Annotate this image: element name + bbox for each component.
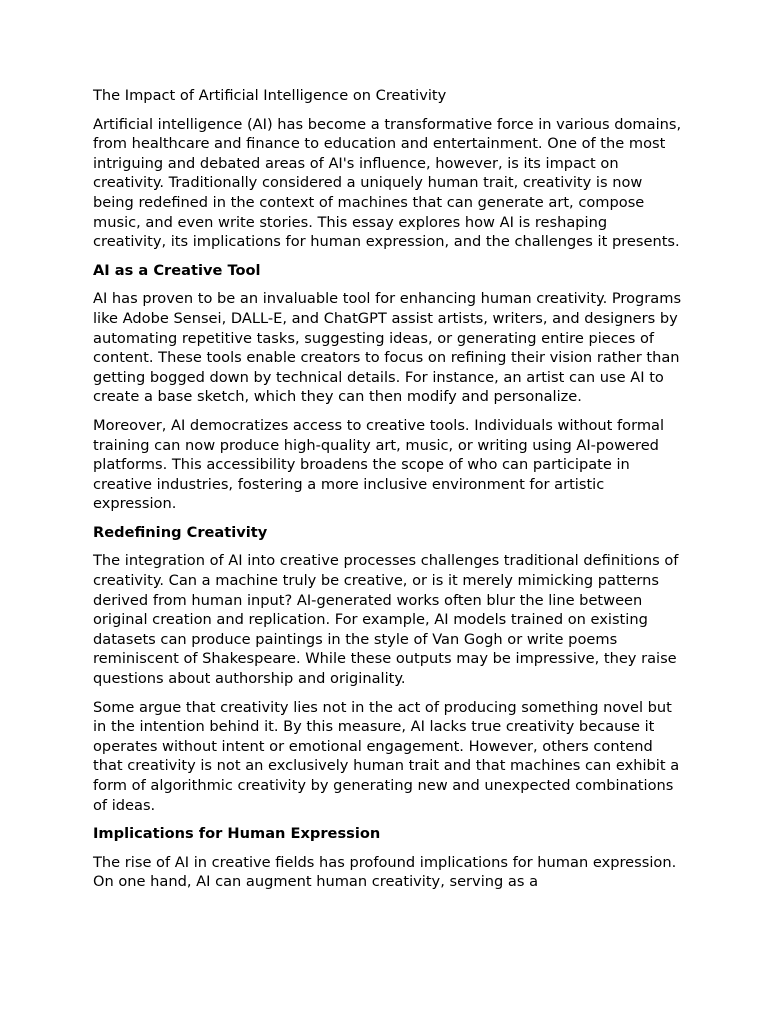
section-heading-implications: Implications for Human Expression bbox=[93, 825, 381, 843]
document-title: The Impact of Artificial Intelligence on Creativity bbox=[93, 87, 447, 104]
document-page bbox=[93, 86, 683, 901]
paragraph: AI has proven to be an invaluable tool for enhancing human creativity. Programs like Adobe Sensei, DALL-E, and ChatGPT assist artists, writers, and designers by automating repetitive tasks, suggesting ideas, or generating entire pieces of content. These tools enable creators to focus on refining their vision rather than getting bogged down by technical details. For instance, an artist can use AI to create a base sketch, which they can then modify and personalize. bbox=[93, 290, 682, 406]
section-heading-redefining-creativity: Redefining Creativity bbox=[93, 523, 268, 541]
intro-paragraph: Artificial intelligence (AI) has become a transformative force in various domains, from healthcare and finance to education and entertainment. One of the most intriguing and debated areas of AI's influence, however, is its impact on creativity. Traditionally considered a uniquely human trait, creativity is now being redefined in the context of machines that can generate art, compose music, and even write stories. This essay explores how AI is reshaping creativity, its implications for human expression, and the challenges it presents. bbox=[93, 115, 682, 251]
paragraph: Moreover, AI democratizes access to creative tools. Individuals without formal training can now produce high-quality art, music, or writing using AI-powered platforms. This accessibility broadens the scope of who can participate in creative industries, fostering a more inclusive environment for artistic expression. bbox=[93, 416, 665, 513]
paragraph: The integration of AI into creative processes challenges traditional definitions of creativity. Can a machine truly be creative, or is it merely mimicking patterns derived from human input? AI-generated works often blur the line between original creation and replication. For example, AI models trained on existing datasets can produce paintings in the style of Van Gogh or write poems reminiscent of Shakespeare. While these outputs may be impressive, they raise questions about authorship and originality. bbox=[93, 552, 679, 688]
section-heading-ai-creative-tool: AI as a Creative Tool bbox=[93, 261, 261, 279]
paragraph: Some argue that creativity lies not in the act of producing something novel but in the intention behind it. By this measure, AI lacks true creativity because it operates without intent or emotional engagement. However, others contend that creativity is not an exclusively human trait and that machines can exhibit a form of algorithmic creativity by generating new and unexpected combinations of ideas. bbox=[93, 698, 680, 814]
paragraph: The rise of AI in creative fields has profound implications for human expression. On one hand, AI can augment human creativity, serving as a bbox=[93, 853, 677, 891]
